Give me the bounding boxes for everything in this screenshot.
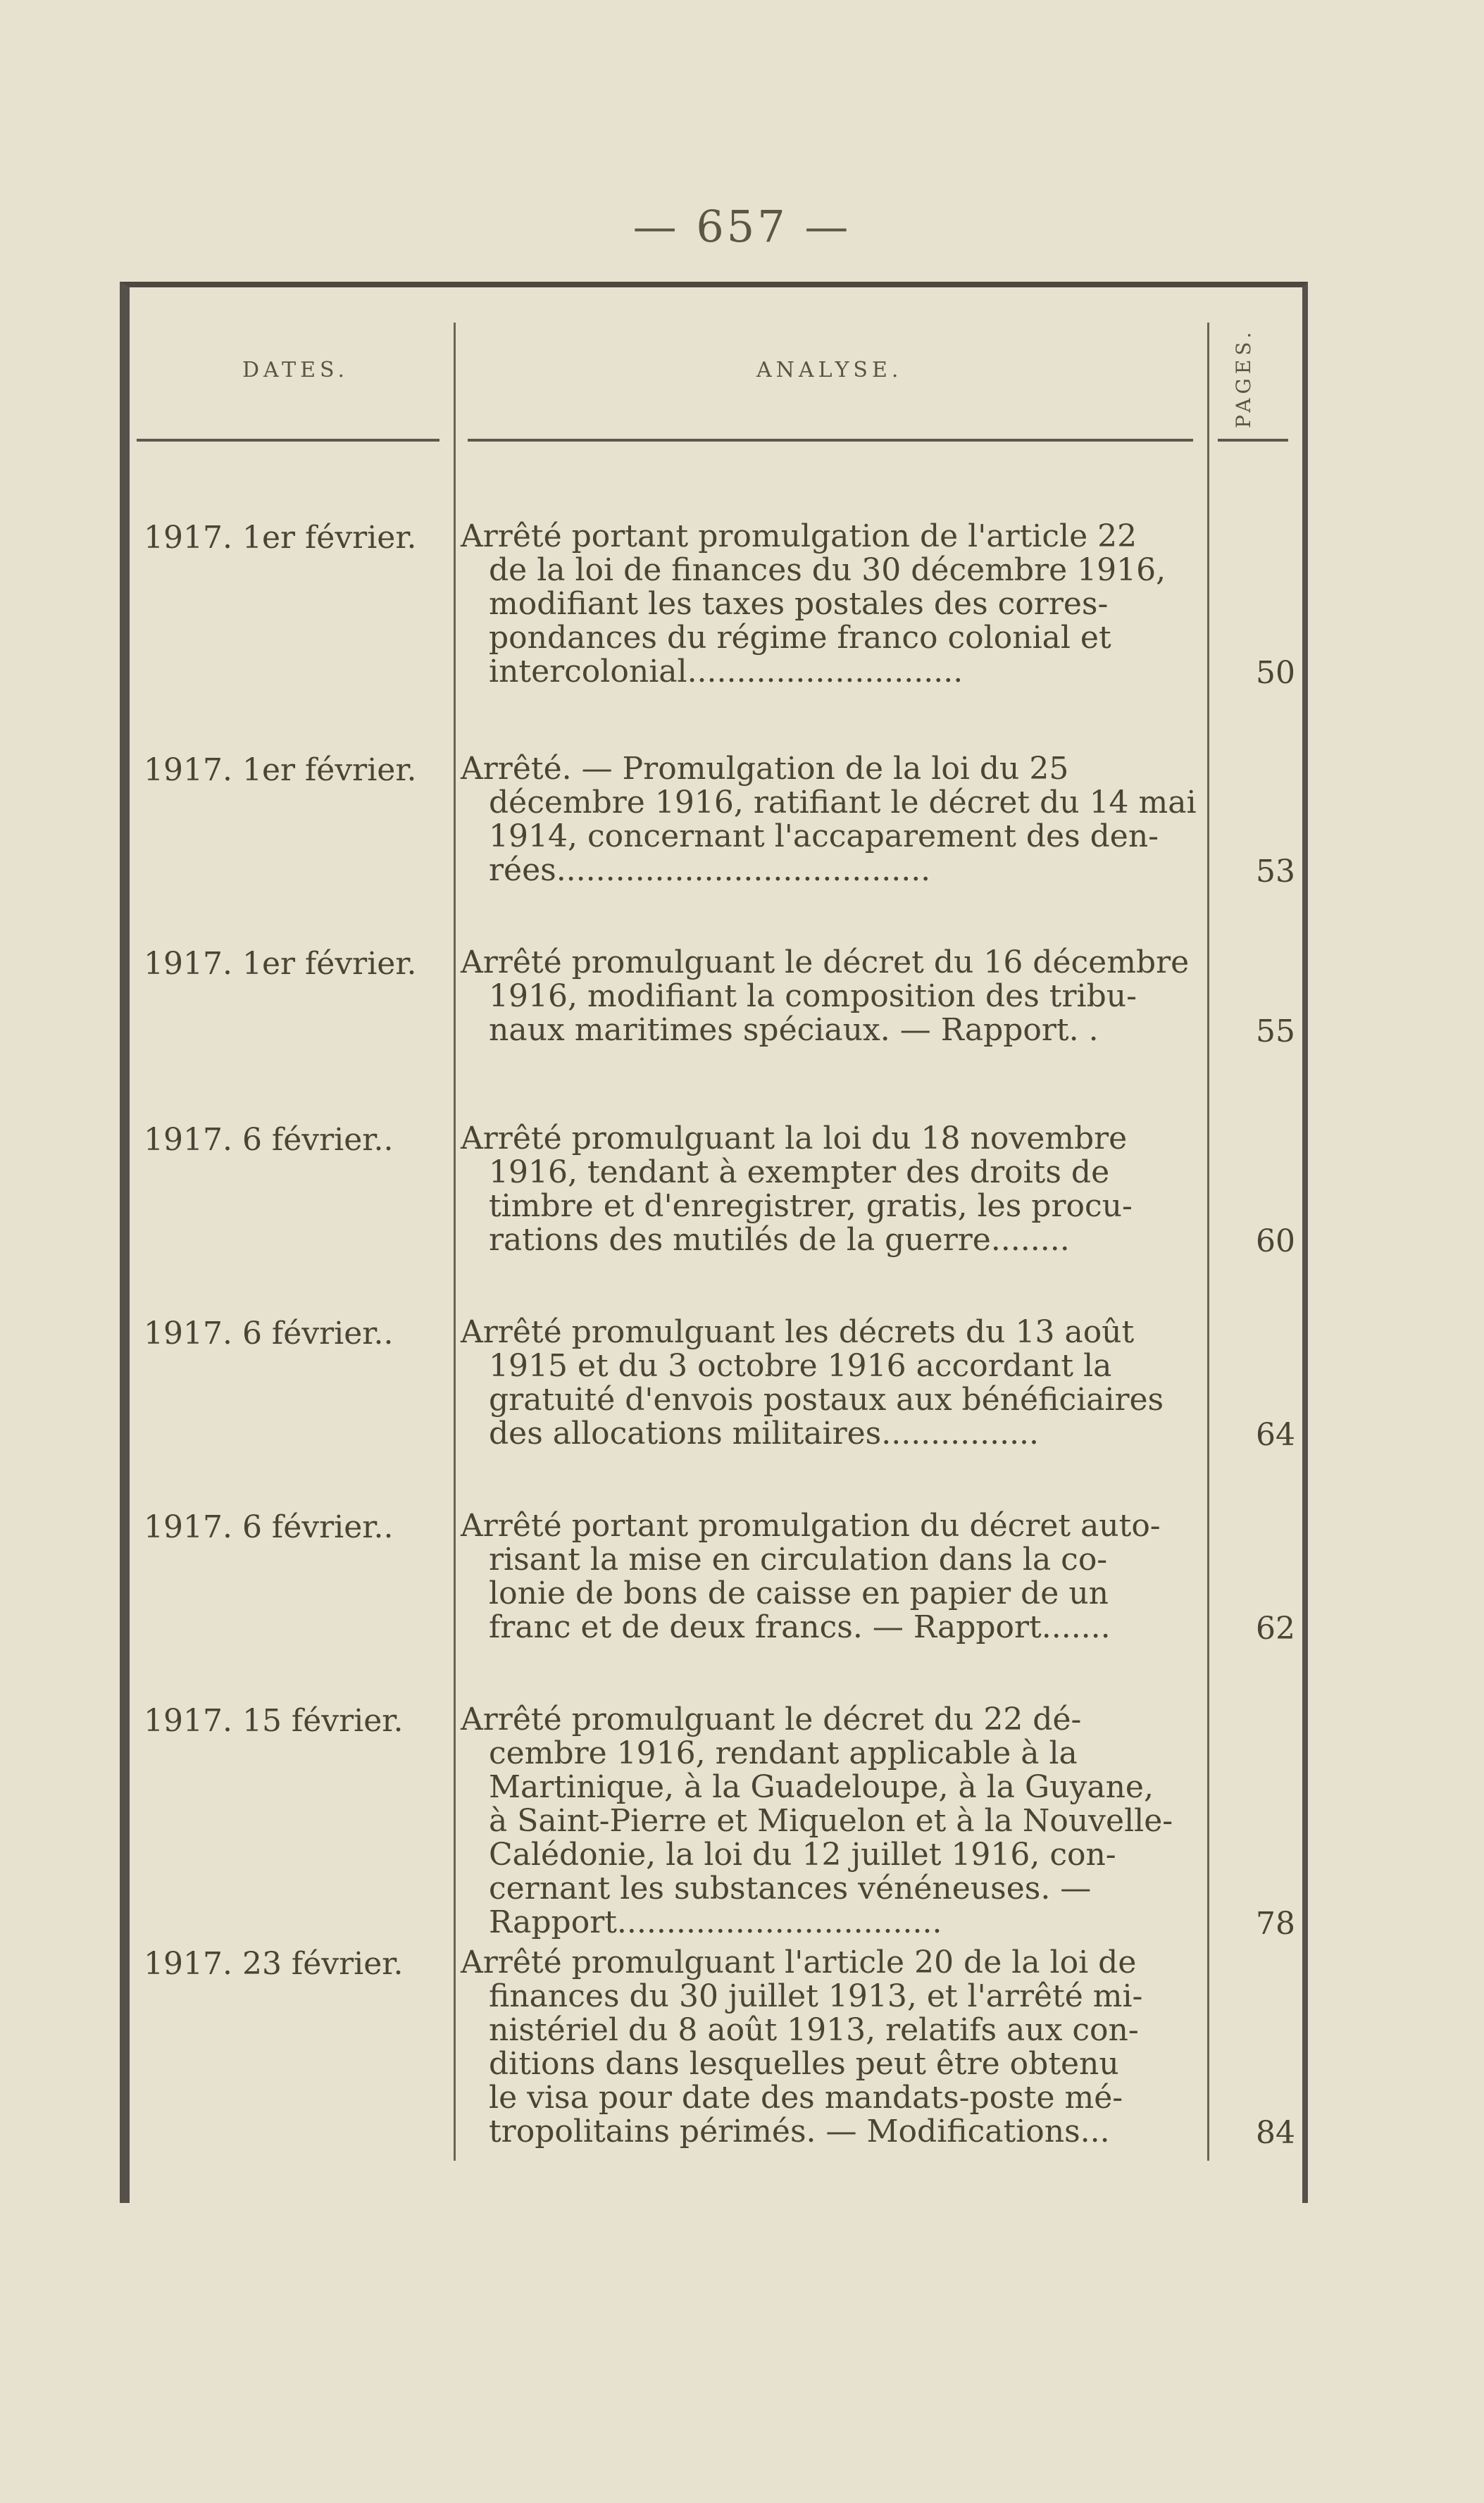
entry-page-number: 53 [1256,854,1295,890]
analysis-line: Arrêté promulguant le décret du 16 décembre [461,944,1190,980]
entry-page-number: 50 [1256,655,1295,691]
entry-page-number: 64 [1256,1417,1295,1453]
analysis-line: intercolonial............................ [489,654,964,689]
analysis-line: nistériel du 8 août 1913, relatifs aux con- [489,2012,1139,2048]
analysis-line: 1916, modifiant la composition des tribu- [489,978,1137,1014]
analysis-line: 1914, concernant l'accaparement des den- [489,818,1159,854]
header-rule-pages [1218,439,1288,442]
analysis-line: Arrêté promulguant l'article 20 de la loi de [461,1945,1137,1980]
analysis-line: franc et de deux francs. — Rapport....... [489,1609,1111,1645]
analysis-line: finances du 30 juillet 1913, et l'arrêté mi- [489,1978,1143,2014]
analysis-line: cernant les substances vénéneuses. — [489,1871,1092,1906]
entry-page-number: 55 [1256,1013,1295,1049]
entry-date: 1917. 6 février.. [144,1122,394,1158]
analysis-line: rations des mutilés de la guerre........ [489,1222,1070,1258]
analysis-line: Arrêté portant promulgation de l'article 22 [461,518,1137,554]
analysis-line: Calédonie, la loi du 12 juillet 1916, con- [489,1837,1116,1873]
entry-page-number: 84 [1256,2115,1295,2151]
analysis-line: Arrêté promulguant le décret du 22 dé- [461,1702,1082,1737]
entry-analysis [461,520,1200,689]
analysis-line: modifiant les taxes postales des corres- [489,586,1109,622]
analysis-line: Rapport................................. [489,1904,942,1940]
analysis-line: timbre et d'enregistrer, gratis, les procu- [489,1188,1133,1224]
header-rule-analyse [468,439,1193,442]
analysis-line: Arrêté. — Promulgation de la loi du 25 [461,751,1069,787]
analysis-line: Arrêté portant promulgation du décret auto- [461,1508,1161,1544]
analysis-line: décembre 1916, ratifiant le décret du 14 mai [489,785,1197,820]
entry-date: 1917. 23 février. [144,1946,404,1982]
analysis-line: ditions dans lesquelles peut être obtenu [489,2046,1119,2082]
analysis-line: Arrêté promulguant la loi du 18 novembre [461,1121,1128,1156]
entry-analysis [461,1703,1200,1940]
analysis-line: 1916, tendant à exempter des droits de [489,1154,1110,1190]
analysis-line: Arrêté promulguant les décrets du 13 août [461,1314,1135,1350]
analysis-line: rées...................................... [489,852,931,888]
analysis-line: Martinique, à la Guadeloupe, à la Guyane, [489,1769,1154,1805]
dates-header: DATES. [242,358,349,382]
index-table [120,282,1308,2203]
page-number: — 657 — [632,201,852,252]
entry-page-number: 60 [1256,1223,1295,1259]
analysis-line: pondances du régime franco colonial et [489,620,1111,656]
analyse-column-divider [1207,323,1209,2161]
header-rule-dates [137,439,439,442]
analysis-line: tropolitains périmés. — Modifications... [489,2114,1110,2149]
entry-page-number: 78 [1256,1906,1295,1942]
entry-analysis [461,752,1200,887]
analysis-line: lonie de bons de caisse en papier de un [489,1575,1109,1611]
pages-header: PAGES. [1232,327,1255,428]
analysis-line: naux maritimes spéciaux. — Rapport. . [489,1012,1099,1048]
dates-column-divider [454,323,456,2161]
analysis-line: des allocations militaires................ [489,1416,1040,1452]
entry-date: 1917. 6 février.. [144,1316,394,1352]
entry-analysis [461,1509,1200,1644]
analysis-line: de la loi de finances du 30 décembre 1916, [489,552,1166,588]
entry-analysis [461,1316,1200,1451]
entry-date: 1917. 15 février. [144,1703,404,1739]
entry-analysis [461,1946,1200,2149]
entry-date: 1917. 1er février. [144,752,417,788]
analysis-line: risant la mise en circulation dans la co- [489,1542,1108,1578]
analysis-line: 1915 et du 3 octobre 1916 accordant la [489,1348,1112,1384]
analysis-line: à Saint-Pierre et Miquelon et à la Nouvelle- [489,1803,1173,1839]
analyse-header: ANALYSE. [756,358,903,382]
analysis-line: le visa pour date des mandats-poste mé- [489,2080,1123,2116]
entry-date: 1917. 6 février.. [144,1509,394,1545]
entry-date: 1917. 1er février. [144,946,417,982]
entry-page-number: 62 [1256,1611,1295,1647]
entry-analysis [461,1122,1200,1257]
entry-date: 1917. 1er février. [144,520,417,556]
analysis-line: gratuité d'envois postaux aux bénéficiaires [489,1382,1164,1418]
analysis-line: cembre 1916, rendant applicable à la [489,1735,1078,1771]
entry-analysis [461,946,1200,1047]
